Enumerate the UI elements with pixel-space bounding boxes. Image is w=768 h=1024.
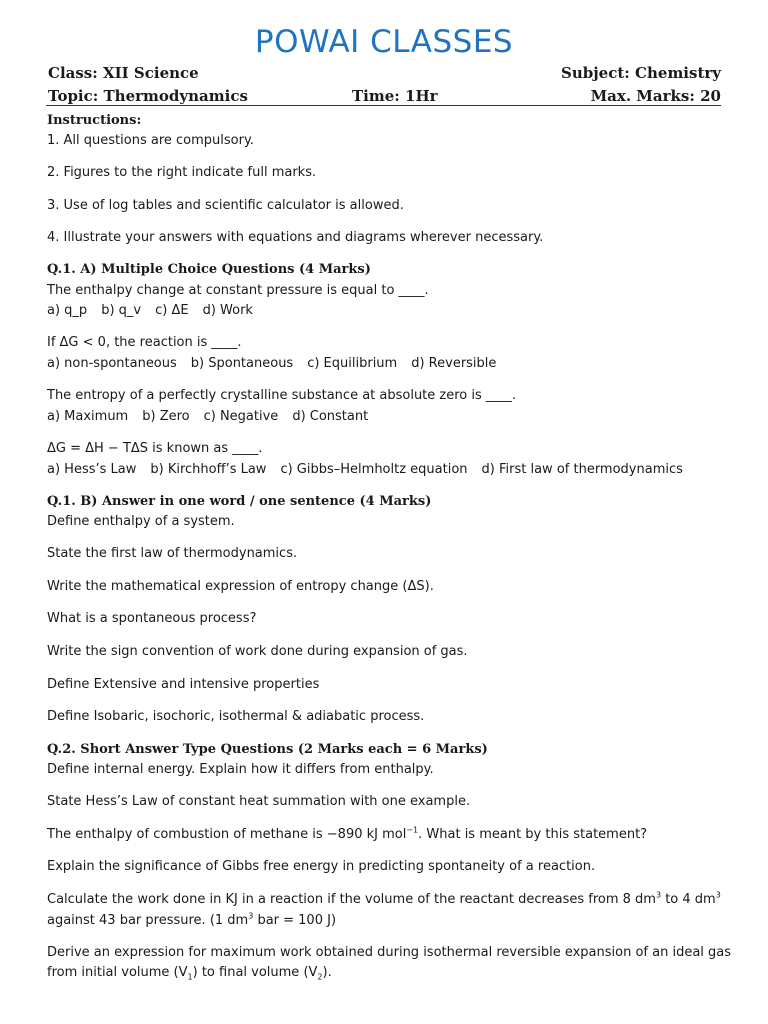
mcq-option: c) Equilibrium	[307, 356, 398, 371]
mcq-question: The entropy of a perfectly crystalline substance at absolute zero is ____.	[47, 388, 517, 403]
short-question: Write the sign convention of work done during expansion of gas.	[47, 644, 468, 659]
q1a-heading: Q.1. A) Multiple Choice Questions (4 Marks)	[47, 262, 371, 277]
short-question: Define Extensive and intensive properties	[47, 677, 320, 692]
mcq-option: c) Gibbs–Helmholtz equation	[280, 462, 468, 477]
mcq-question: The enthalpy change at constant pressure is equal to ____.	[47, 283, 429, 298]
mcq-option: b) Zero	[142, 409, 190, 424]
topic-label: Topic: Thermodynamics	[48, 87, 248, 105]
mcq-option: c) Negative	[203, 409, 279, 424]
mcq-question: ΔG = ΔH − TΔS is known as ____.	[47, 441, 263, 456]
short-question: Define Isobaric, isochoric, isothermal & adiabatic process.	[47, 709, 425, 724]
q2-question: The enthalpy of combustion of methane is −890 kJ mol$^{-1}$. What is meant by this statement?	[47, 825, 648, 842]
mcq-options	[47, 408, 382, 426]
mcq-options	[47, 302, 267, 320]
instruction-item: 1. All questions are compulsory.	[47, 133, 254, 148]
max-marks-label: Max. Marks: 20	[590, 87, 721, 105]
instruction-item: 2. Figures to the right indicate full marks.	[47, 165, 317, 180]
q2-question-continued: against 43 bar pressure. (1 $dm^3$ bar = 100 J)	[47, 911, 337, 928]
mcq-options	[47, 355, 510, 373]
q2-question-continued: from initial volume $(V_1)$ to final volume $(V_2)$.	[47, 965, 332, 982]
instructions-heading: Instructions:	[47, 113, 142, 128]
q2-question: Explain the significance of Gibbs free energy in predicting spontaneity of a reaction.	[47, 859, 596, 874]
mcq-option: d) Reversible	[411, 356, 497, 371]
mcq-option: c) ΔE	[155, 303, 189, 318]
mcq-option: d) Constant	[292, 409, 369, 424]
short-question: What is a spontaneous process?	[47, 611, 257, 626]
mcq-option: a) non-spontaneous	[47, 356, 177, 371]
q2-question: Define internal energy. Explain how it differs from enthalpy.	[47, 762, 434, 777]
mcq-question: If ΔG < 0, the reaction is ____.	[47, 335, 242, 350]
instruction-item: 3. Use of log tables and scientific calculator is allowed.	[47, 198, 404, 213]
subject-label: Subject: Chemistry	[561, 64, 721, 82]
class-label: Class: XII Science	[48, 64, 199, 82]
mcq-options	[47, 461, 697, 479]
instruction-item: 4. Illustrate your answers with equations and diagrams wherever necessary.	[47, 230, 544, 245]
mcq-option: d) Work	[202, 303, 253, 318]
q2-question: Calculate the work done in KJ in a reaction if the volume of the reactant decreases from 8 $dm^3$ to 4 $dm^3$	[47, 890, 721, 907]
time-label: Time: 1Hr	[352, 87, 438, 105]
q2-question: State Hess’s Law of constant heat summation with one example.	[47, 794, 471, 809]
short-question: State the first law of thermodynamics.	[47, 546, 298, 561]
q2-question: Derive an expression for maximum work obtained during isothermal reversible expansion of an ideal gas	[47, 945, 732, 960]
mcq-option: a) Hess’s Law	[47, 462, 137, 477]
mcq-option: d) First law of thermodynamics	[481, 462, 683, 477]
mcq-option: b) Kirchhoff’s Law	[150, 462, 267, 477]
q2-heading: Q.2. Short Answer Type Questions (2 Marks each = 6 Marks)	[47, 742, 488, 757]
mcq-option: a) Maximum	[47, 409, 129, 424]
short-question: Write the mathematical expression of entropy change (ΔS).	[47, 579, 434, 594]
header-divider	[46, 105, 721, 106]
mcq-option: b) Spontaneous	[190, 356, 294, 371]
q1b-heading: Q.1. B) Answer in one word / one sentence (4 Marks)	[47, 494, 432, 509]
mcq-option: b) q_v	[101, 303, 142, 318]
institute-title: POWAI CLASSES	[254, 24, 514, 60]
short-question: Define enthalpy of a system.	[47, 514, 235, 529]
mcq-option: a) q_p	[47, 303, 88, 318]
